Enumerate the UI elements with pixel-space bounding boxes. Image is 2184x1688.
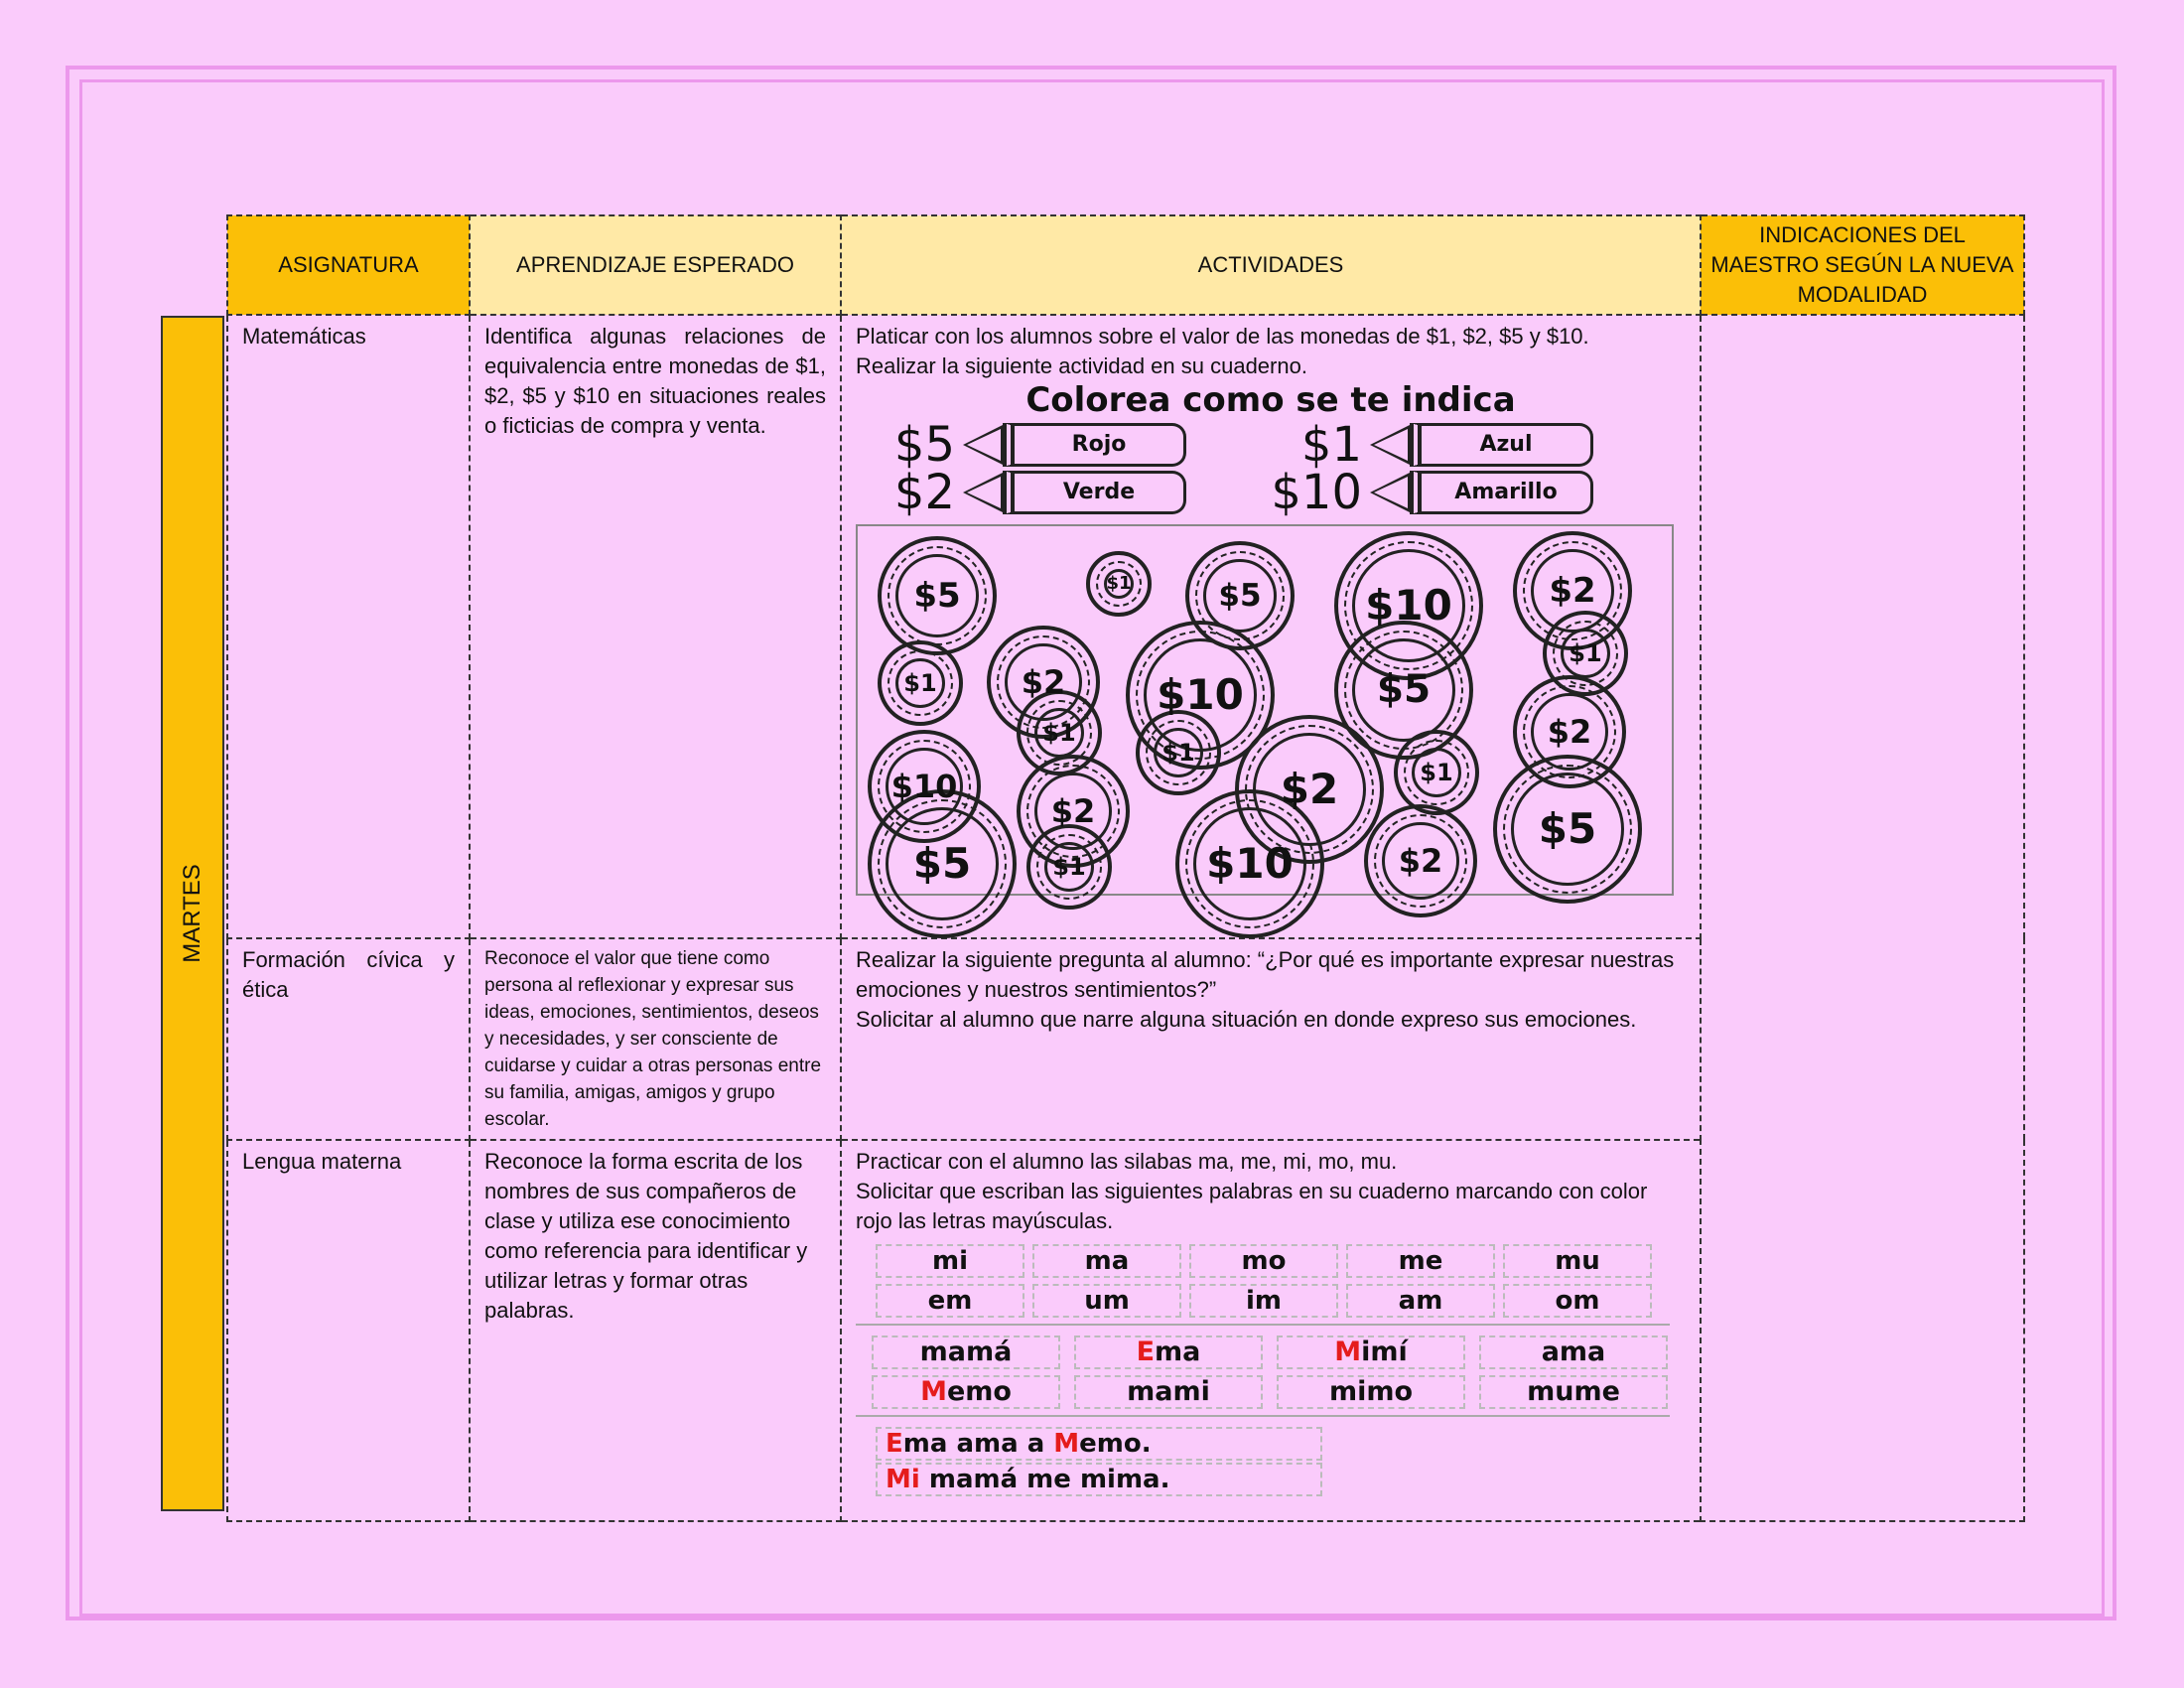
- sentence-list: [856, 1427, 1686, 1496]
- coin-label: $5: [913, 576, 961, 616]
- coin-label: $5: [912, 839, 972, 888]
- coin-label: $2: [1549, 571, 1596, 611]
- word-item: ama: [1479, 1336, 1668, 1369]
- word-item: Ema: [1074, 1336, 1263, 1369]
- worksheet-title: Colorea como se te indica: [1025, 380, 1516, 420]
- coin-label: $2: [1547, 713, 1592, 751]
- header-subject: ASIGNATURA: [227, 215, 470, 315]
- syllable-item: mo: [1189, 1244, 1338, 1278]
- coin-label: $10: [1206, 839, 1294, 888]
- coin-icon: [1026, 824, 1112, 910]
- coin-label: $2: [1050, 792, 1096, 830]
- syllable-item: mi: [876, 1244, 1024, 1278]
- word-item: mami: [1074, 1375, 1263, 1409]
- coin-icon: [1136, 710, 1221, 795]
- activities-cell: [841, 1140, 1701, 1521]
- crayon-icon: Verde: [963, 471, 1186, 514]
- coin-label: $2: [1398, 842, 1443, 880]
- syllable-item: mu: [1503, 1244, 1652, 1278]
- header-row: [227, 215, 2024, 315]
- lesson-plan-table: [226, 214, 2025, 1522]
- coin-label: $1: [903, 669, 937, 697]
- coins-area: [856, 524, 1674, 896]
- activity-line: Practicar con el alumno las silabas ma, me, mi, mo, mu.: [856, 1149, 1398, 1174]
- teacher-notes-cell: [1701, 315, 2024, 1521]
- syllable-item: me: [1346, 1244, 1495, 1278]
- crayon-key: [1263, 465, 1670, 520]
- crayon-price: $1: [1300, 417, 1362, 473]
- crayon-price: $5: [893, 417, 955, 473]
- syllable-item: um: [1032, 1284, 1181, 1318]
- divider: [856, 1324, 1670, 1326]
- activity-line: Platicar con los alumnos sobre el valor de las monedas de $1, $2, $5 y $10.: [856, 324, 1589, 349]
- day-label-column: [161, 316, 224, 1511]
- syllable-grid: [876, 1244, 1686, 1318]
- syllable-item: im: [1189, 1284, 1338, 1318]
- coin-label: $10: [890, 768, 958, 805]
- coin-label: $1: [1569, 639, 1602, 667]
- word-grid: [872, 1336, 1686, 1409]
- coin-icon: [1086, 551, 1152, 617]
- coin-icon: [1394, 730, 1479, 815]
- sentence-item: Mi mamá me mima.: [876, 1463, 1322, 1496]
- learning-cell: Reconoce el valor que tiene como persona al reflexionar y expresar sus ideas, emociones, sentimientos, deseos y necesidades, y ser consciente de cuidarse y cuidar a otras personas entre su familia, amigas, amigos y grupo escolar.: [470, 938, 841, 1140]
- learning-cell: Reconoce la forma escrita de los nombres de sus compañeros de clase y utiliza ese conocimiento como referencia para identificar y utilizar letras y formar otras palabras.: [470, 1140, 841, 1521]
- crayon-key: [856, 417, 1263, 473]
- coin-label: $2: [1280, 765, 1339, 813]
- header-learning: APRENDIZAJE ESPERADO: [470, 215, 841, 315]
- coin-label: $5: [1376, 667, 1432, 712]
- header-teacher-notes: INDICACIONES DEL MAESTRO SEGÚN LA NUEVA MODALIDAD: [1701, 215, 2024, 315]
- divider: [856, 1415, 1670, 1417]
- crayon-key: [856, 465, 1263, 520]
- learning-cell: Identifica algunas relaciones de equivalencia entre monedas de $1, $2, $5 y $10 en situaciones reales o ficticias de compra y venta.: [470, 315, 841, 938]
- coin-icon: [1493, 755, 1642, 904]
- coin-label: $1: [1052, 853, 1086, 881]
- coin-label: $5: [1218, 578, 1262, 614]
- activity-line: Solicitar al alumno que narre alguna situación en donde expreso sus emociones.: [856, 1007, 1637, 1032]
- coin-label: $1: [1161, 739, 1195, 767]
- subject-cell: Lengua materna: [227, 1140, 470, 1521]
- crayon-icon: Amarillo: [1370, 471, 1593, 514]
- coin-label: $10: [1365, 581, 1452, 630]
- activities-cell: [841, 938, 1701, 1140]
- activity-line: Realizar la siguiente actividad en su cuaderno.: [856, 353, 1307, 378]
- table-row: [227, 315, 2024, 938]
- coin-icon: [878, 640, 963, 726]
- coin-icon: [868, 789, 1017, 938]
- crayon-icon: Rojo: [963, 423, 1186, 467]
- coin-label: $2: [1021, 663, 1066, 701]
- coin-icon: [1364, 804, 1477, 917]
- crayon-price: $10: [1271, 465, 1362, 520]
- activities-cell: [841, 315, 1701, 938]
- header-activities: ACTIVIDADES: [841, 215, 1701, 315]
- word-item: Memo: [872, 1375, 1060, 1409]
- subject-cell: Formación cívica y ética: [227, 938, 470, 1140]
- syllable-item: am: [1346, 1284, 1495, 1318]
- coin-label: $1: [1042, 719, 1076, 747]
- activity-line: Solicitar que escriban las siguientes palabras en su cuaderno marcando con color rojo las letras mayúsculas.: [856, 1179, 1648, 1233]
- coin-label: $5: [1538, 804, 1597, 853]
- day-label: MARTES: [179, 864, 205, 963]
- syllable-item: ma: [1032, 1244, 1181, 1278]
- crayon-icon: Azul: [1370, 423, 1593, 467]
- word-item: mume: [1479, 1375, 1668, 1409]
- activity-line: Realizar la siguiente pregunta al alumno: “¿Por qué es importante expresar nuestras emociones y nuestros sentimientos?”: [856, 947, 1675, 1002]
- syllable-item: om: [1503, 1284, 1652, 1318]
- subject-cell: Matemáticas: [227, 315, 470, 938]
- crayon-key: [1263, 417, 1670, 473]
- coin-worksheet: [856, 380, 1686, 896]
- word-item: mimo: [1277, 1375, 1465, 1409]
- syllable-item: em: [876, 1284, 1024, 1318]
- sentence-item: Ema ama a Memo.: [876, 1427, 1322, 1461]
- word-item: Mimí: [1277, 1336, 1465, 1369]
- coin-label: $10: [1157, 670, 1244, 719]
- coin-label: $1: [1106, 573, 1132, 594]
- coin-label: $1: [1420, 759, 1453, 786]
- coin-icon: [878, 536, 997, 655]
- word-item: mamá: [872, 1336, 1060, 1369]
- crayon-price: $2: [893, 465, 955, 520]
